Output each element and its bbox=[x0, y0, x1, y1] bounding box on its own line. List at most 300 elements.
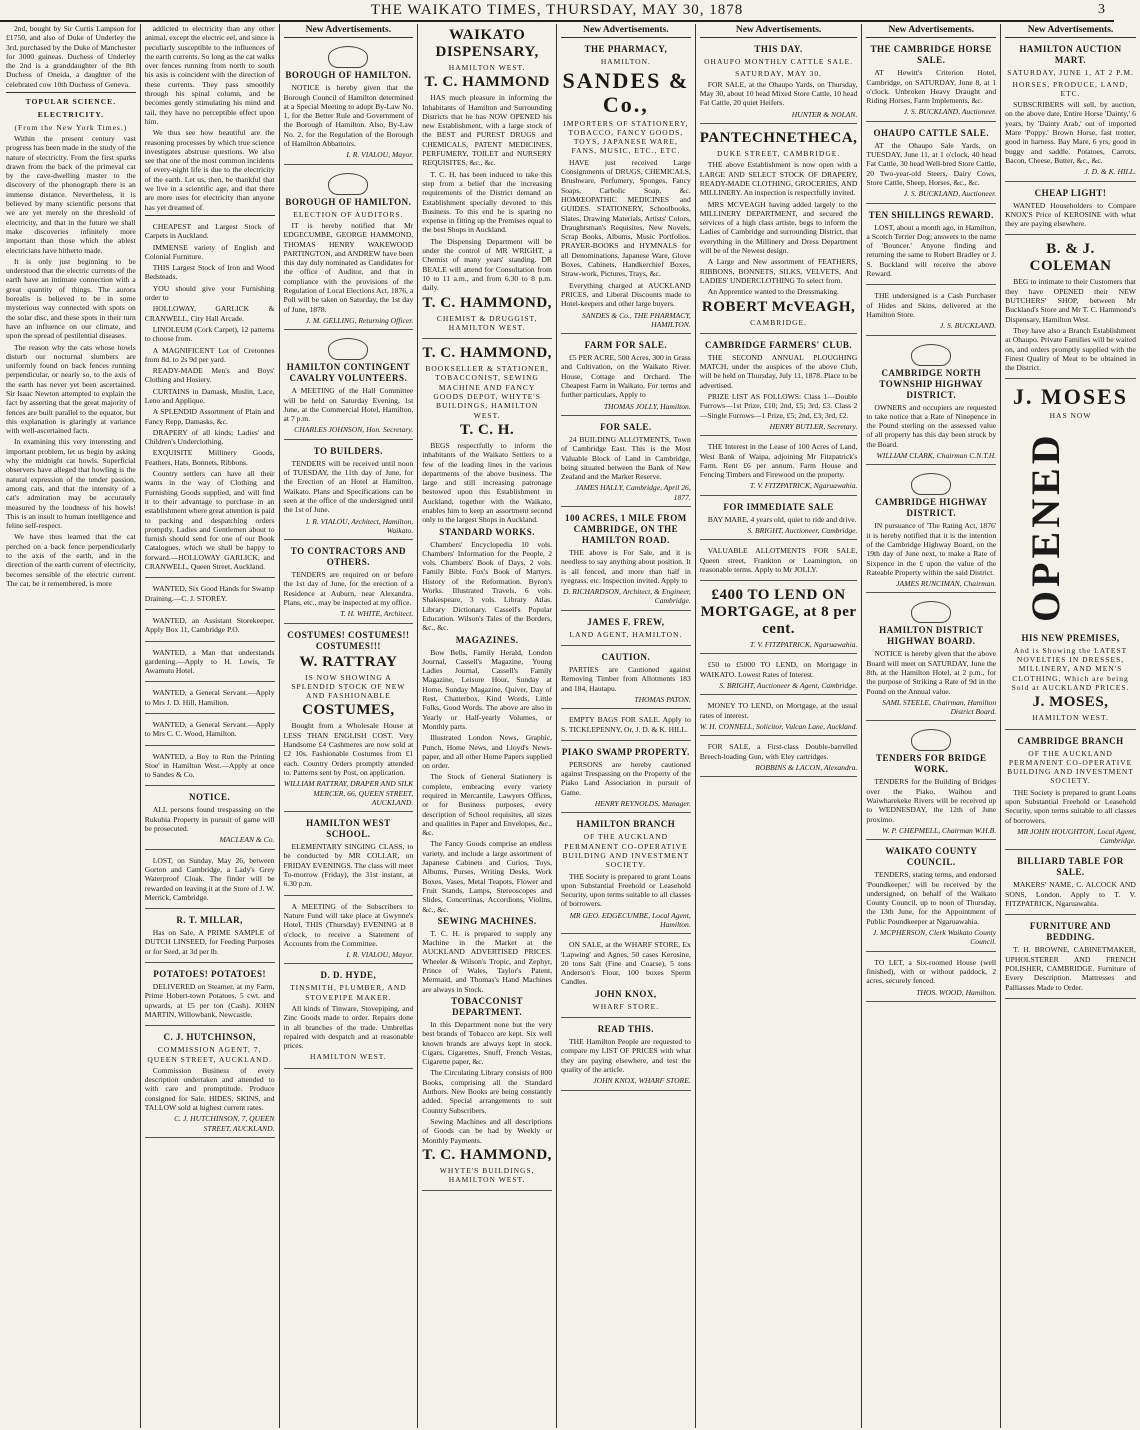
ad-text: THE Society is prepared to grant Loans upon Substantial Freehold or Leasehold Security, upon terms suitable to all classes of borrowers. bbox=[561, 871, 691, 909]
ad-section: SEWING MACHINES. bbox=[437, 915, 537, 926]
article-heading: ELECTRICITY. bbox=[37, 110, 105, 120]
ad-text: TO LET, a Six-roomed House (well finished), with or without paddock, 2 acres, securely fenced. bbox=[866, 957, 997, 986]
ad-text: T. C. H. has been induced to take this step from a belief that the increasing requirements of the District demand an Establishment specially devoted to this Business. To this end he is sparing no expense in fitting up the Premises equal to the best Shops in Auckland. bbox=[422, 169, 552, 235]
ad-text: HAS much pleasure in informing the Inhabitants of Hamilton and Surrounding Districts that he has NOW OPENED his new Establishment, with a large stock of the BEST and PUREST DRUGS and CHEMICALS, PATENT MEDICINES, PERFUMERY, TOILET and NURSERY REQUISITES, &c., &c. bbox=[422, 93, 552, 168]
ad-text: LOST, on Sunday, May 26, between Gorton and Cambridge, a Lady's Grey Waterproof Cloak. The finder will be rewarded on leaving it at the Store of J. W. Merrick, Cambridge. bbox=[144, 855, 275, 902]
ad-name: J. MOSES, bbox=[1032, 694, 1109, 711]
ad-title: TEN SHILLINGS REWARD. bbox=[868, 209, 994, 220]
ad-title: TO BUILDERS. bbox=[313, 445, 384, 456]
ad-wanted bbox=[145, 645, 275, 683]
ad-lost bbox=[145, 853, 275, 909]
ad-title: THE PHARMACY, bbox=[584, 44, 668, 55]
ad-text: An Apprentice wanted to the Dressmaking. bbox=[707, 287, 839, 297]
ad-text: WANTED, Six Good Hands for Swamp Draining.—C. J. STOREY. bbox=[144, 584, 275, 603]
ad-title: C. J. HUTCHINSON, bbox=[163, 1032, 256, 1043]
ad-notice bbox=[145, 789, 275, 849]
ad-signature: I. R. VIALOU, Mayor. bbox=[346, 150, 414, 160]
list-item: THIS Largest Stock of Iron and Wood Bedsteads. bbox=[144, 263, 275, 282]
ad-name: T. C. H. bbox=[460, 421, 515, 438]
list-item: CHEAPEST and Largest Stock of Carpets in Auckland. bbox=[144, 221, 275, 241]
ad-township bbox=[866, 339, 996, 466]
crest-icon bbox=[911, 473, 951, 495]
ad-text: TENDERS for the Building of Bridges over the Piako, Waihou and Waiwharekeke Rivers will be received up to WEDNESDAY, the 12th of June proximo. bbox=[866, 777, 997, 824]
ad-signature: CHARLES JOHNSON, Hon. Secretary. bbox=[294, 425, 414, 435]
crest-icon bbox=[911, 729, 951, 751]
ad-gun bbox=[700, 739, 858, 777]
ad-borough-bylaws bbox=[284, 41, 414, 164]
ad-signature: C. J. HUTCHINSON, 7, QUEEN STREET, AUCKLAND. bbox=[174, 1114, 275, 1133]
ad-text: T. C. H. is prepared to supply any Machine in the Market at the AUCKLAND ADVERTISED PRICES. Wheeler & Wilson's Tropic, and Zephyr, Prince of Wales, Taylor's Patent, Mermaid, and Thomas's Hand Machines are always in Stock. bbox=[422, 928, 552, 994]
ad-billiard bbox=[1005, 853, 1136, 915]
ad-signature: SAML STEELE, Chairman, Hamilton District Board. bbox=[882, 697, 997, 717]
ad-text: A MEETING of the Hall Committee will be held on Saturday Evening, 1st June, at the Commercial Hotel, Hamilton, at 7 p.m. bbox=[283, 386, 414, 424]
article-paragraph: In examining this very interesting and important problem, let us begin by asking why the midnight cat howls. Superficial observers have alleged that howling is the natural expression of the tender passion, among cats, and that the intensity of a cat's admiration may be accurately measured by the loudness of his howls! This is an insult to human intelligence and feline self-respect. bbox=[6, 437, 136, 531]
ad-section: TOBACCONIST DEPARTMENT. bbox=[451, 995, 524, 1017]
ad-title: PANTECHNETHECA, bbox=[699, 130, 858, 147]
ad-text: Illustrated London News, Graphic, Punch, Home News, and Lloyd's News-paper, and all other Home Papers supplied on order. bbox=[422, 733, 552, 771]
ad-text: WANTED, a Boy to Run the Printing Stoe' in Hamilton West.—Apply at once to Sandes & Co. bbox=[144, 751, 275, 780]
ad-date: SATURDAY, MAY 30. bbox=[735, 68, 823, 78]
ad-signature: WILLIAM CLARK, Chairman C.N.T.H. bbox=[876, 451, 997, 461]
ad-frew bbox=[561, 614, 691, 646]
ad-text: NOTICE is hereby given that the Borough Council of Hamilton determined at a Special Meeting to adopt By-Law No. 1, for the Better Rule and Government of the Borough of Hamilton. Also, By-Law No. 2, for the Regulation of the Borough of Hamilton Abbattoirs. bbox=[283, 83, 414, 149]
ad-text: MRS MCVEAGH having added largely to the MILLINERY DEPARTMENT, and secured the services of a high class artiste, begs to inform the Ladies of Cambridge and surrounding District, that everything in the Millinery and Dress Department will be of the Newest design. bbox=[699, 199, 858, 256]
ad-title: NOTICE. bbox=[188, 792, 231, 803]
ad-subtitle: HAMILTON. bbox=[600, 57, 651, 67]
ad-title: FOR IMMEDIATE SALE bbox=[723, 501, 834, 512]
ad-subtitle: CHEMIST & DRUGGIST, HAMILTON WEST. bbox=[436, 313, 538, 332]
ad-name: JOHN KNOX, bbox=[595, 988, 657, 999]
column-heading: New Advertisements. bbox=[561, 24, 691, 38]
ad-pantechnetheca bbox=[700, 127, 858, 334]
ad-signature: W. P. CHEPMELL, Chairman W.H.B. bbox=[882, 825, 997, 835]
ad-text: THE above is For Sale, and it is needless to say anything about position. It is all fenced, and more than half in ryegrass, etc. Inspection invited. Apply to bbox=[561, 547, 691, 585]
ad-allotments bbox=[561, 419, 691, 507]
ad-signature: HENRY BUTLER, Secretary. bbox=[769, 421, 858, 431]
ad-meeting bbox=[284, 899, 414, 965]
ad-name: T. C. HAMMOND, bbox=[422, 1146, 552, 1163]
ad-signature: S. BRIGHT, Auctioneer, Cambridge. bbox=[747, 525, 858, 535]
ad-text: The Dispensing Department will be under the control of MR WRIGHT, a Chemist of many years' standing. DR BEALE will attend for Consultation from 10 to 11 a.m., and from 6.30 to 8 p.m. daily. bbox=[422, 236, 552, 293]
ad-headline: HIS NEW PREMISES, bbox=[1021, 632, 1120, 643]
ad-rattray bbox=[284, 627, 414, 813]
ad-text: The Stock of General Stationery is complete, embracing every variety required in Mercantile, Lawyers Offices, or for Business purposes, every description of School requisites, all sizes and qualities in Paper and Envelopes, &c., &c. bbox=[422, 772, 552, 838]
divider bbox=[145, 215, 275, 216]
article-paragraph: It is only just beginning to be understood that the electric currents of the earth have an intimate connection with a great quantity of things. The aurora borealis is believed to be in some mysterious way connected with spots on the solar disc, and these spots in their turn have an influence on our climate, and upon the spread of pestilential diseases. bbox=[6, 256, 136, 341]
ad-subtitle: OF THE AUCKLAND PERMANENT CO-OPERATIVE BUILDING AND INVESTMENT SOCIETY. bbox=[562, 832, 690, 870]
ad-subtitle: OHAUPO MONTHLY CATTLE SALE. bbox=[704, 57, 854, 67]
ad-contractors bbox=[284, 543, 414, 623]
ad-text: WANTED Householders to Compare KNOX'S Price of KEROSINE with what they are paying elsewhere. bbox=[1005, 200, 1136, 229]
ad-title: OHAUPO CATTLE SALE. bbox=[873, 127, 990, 138]
ad-text: Everything charged at AUCKLAND PRICES, and Liberal Discounts made to Hotel-keepers and other large buyers. bbox=[561, 280, 691, 309]
ad-text: IT is hereby notified that Mr EDGECUMBE, GEORGE HAMMOND, THOMAS HENRY WAKEWOOD PARTINGTON, and ANDREW have been this day duly nominated as Candidates for the office of Auditor, and that in compliance with the provisions of the Regulation of Local Elections Act, 1876, a Poll will be taken on Saturday, the 1st day of June, 1878. bbox=[283, 220, 414, 314]
ad-bags bbox=[561, 712, 691, 741]
ad-subtitle: TINSMITH, PLUMBER, AND STOVEPIPE MAKER. bbox=[290, 983, 407, 1002]
ad-title: 100 ACRES, 1 MILE FROM CAMBRIDGE, ON THE HAMILTON ROAD. bbox=[564, 512, 687, 545]
ad-title: JAMES F. FREW, bbox=[587, 616, 665, 627]
ad-potatoes bbox=[145, 966, 275, 1026]
crest-icon bbox=[328, 338, 368, 360]
list-item: A MAGNIFICENT Lot of Cretonnes from 8d. to 2s 9d per yard. bbox=[144, 345, 275, 364]
ad-text: Bow Bells, Family Herald, London Journal, Cassell's Magazine, Young Ladies Journal, Cassell's Family Magazine, Leisure Hour, Sunday at Home, Sunday Magazine, Quiver, Day of Rest, Chatterbox, Kind Words, Little Folks, Good Words. The above are also in Yearly or Half-yearly Volumes, or Monthly parts. bbox=[422, 647, 552, 731]
ad-subtitle: IMPORTERS OF STATIONERY, TOBACCO, FANCY GOODS, TOYS, JAPANESE WARE, FANS, MUSIC, ETC., ETC. bbox=[563, 118, 689, 156]
ad-wanted bbox=[145, 581, 275, 610]
ad-signature: THOMAS PATON. bbox=[634, 694, 691, 704]
ad-money bbox=[700, 698, 858, 736]
ad-hides bbox=[866, 288, 996, 335]
ad-cavalry bbox=[284, 333, 414, 439]
article-paragraph: Within the present century vast progress has been made in the study of the nature of electricity. From the first sparks drawn from the back of the primeval cat by the cave-dwelling master to the discovery of the phonograph there is an immense distance. Nevertheless, it is believed by many scientific persons that we are yet merely on the threshold of electricity, and that in the future we shall make discoveries infinitely more important than those which the ablest electricians have hitherto made. bbox=[6, 133, 136, 255]
column-8 bbox=[1001, 24, 1140, 1428]
ad-section: STANDARD WORKS. bbox=[439, 526, 535, 537]
ad-bookseller bbox=[422, 342, 552, 1191]
ad-signature: W. H. CONNELL, Solicitor, Vulcan Lane, Auckland. bbox=[699, 721, 858, 731]
ad-signature: THOS. WOOD, Hamilton. bbox=[916, 987, 997, 997]
crest-icon bbox=[328, 46, 368, 68]
ad-cattle-sale bbox=[700, 41, 858, 124]
masthead bbox=[0, 0, 1114, 22]
ad-signature: HUNTER & NOLAN. bbox=[791, 109, 858, 119]
ad-read-this bbox=[561, 1021, 691, 1090]
ad-cambridge-branch bbox=[1005, 733, 1136, 851]
ad-text: MAKERS' NAME, C. ALCOCK AND SONS, London. Apply to T. V. FITZPATRICK, Ngaruawahia. bbox=[1005, 880, 1136, 909]
article-paragraph: We have thus learned that the cat perched on a back fence perpendicularly to the axis of the earth, and in the direction of the earth current of electricity, becomes sensible of the electric current. The cat, be it remembered, is more bbox=[6, 532, 136, 588]
ad-text: WANTED, a Man that understands gardening.—Apply to H. Lewis, Te Awamutu Hotel. bbox=[144, 647, 275, 676]
ad-title: HAMILTON WEST SCHOOL. bbox=[306, 818, 391, 840]
ad-subtitle: CAMBRIDGE. bbox=[750, 317, 808, 327]
ad-signature: JOHN KNOX, WHARF STORE. bbox=[593, 1076, 691, 1086]
ad-text: AT the Ohaupo Sale Yards, on TUESDAY, June 11, at 1 o'clock, 40 head Fat Cattle, 30 head Well-bred Store Cattle, 20 Two-year-old Steers, Dairy Cows, Store Cattle, Sheep, Horses, &c., &c. bbox=[866, 140, 997, 187]
ad-reward bbox=[866, 207, 996, 286]
column-heading: New Advertisements. bbox=[284, 24, 414, 38]
ad-subtitle: HORSES, PRODUCE, LAND, ETC. bbox=[1012, 79, 1129, 98]
ad-text: Country settlers can have all their wants in the way of Clothing and Furnishing Goods supplied, and will find it to their advantage to purchase in an establishment where great attention is paid to packing and despatching orders promptly. Ladies and Gentlemen about to furnish should send for one of our Book Catalogues, which we shall be happy to forward.—HOLLOWAY GARLICK, and CRANWELL, Queen Street, Auckland. bbox=[144, 469, 275, 572]
ad-title: FARM FOR SALE. bbox=[584, 340, 668, 351]
ad-title: COSTUMES! COSTUMES!! COSTUMES!!! bbox=[287, 629, 410, 651]
ad-furniture bbox=[1005, 918, 1136, 998]
ad-text: THE undersigned is a Cash Purchaser of Hides and Skins, delivered at the Hamilton Store. bbox=[866, 291, 997, 319]
ad-text: ALL persons found trespassing on the Rukuhia Property in pursuit of game will be prosecuted. bbox=[144, 805, 275, 834]
ad-text: £50 to £5000 TO LEND, on Mortgage in WAIKATO. Lowest Rates of Interest. bbox=[699, 660, 858, 679]
ad-text: PARTIES are Cautioned against Removing Timber from Allotments 183 and 184, Hautapu. bbox=[561, 665, 691, 693]
ad-wanted bbox=[145, 685, 275, 714]
column-2 bbox=[141, 24, 280, 1428]
ad-title: CAMBRIDGE NORTH TOWNSHIP HIGHWAY DISTRICT. bbox=[879, 367, 984, 400]
ad-signature: I. R. VIALOU, Mayor. bbox=[346, 950, 414, 960]
list-item: A SPLENDID Assortment of Plain and Fancy Repp, Damasks, &c. bbox=[144, 407, 275, 426]
ad-cheap-light bbox=[1005, 185, 1136, 236]
ad-cambridge-highway bbox=[866, 468, 996, 593]
ad-to-let bbox=[866, 955, 996, 1002]
column-3 bbox=[280, 24, 419, 1428]
ad-farm bbox=[561, 337, 691, 416]
ad-auction-mart bbox=[1005, 41, 1136, 181]
ad-text: TENDERS, stating terms, and endorsed 'Poundkeeper,' will be received by the undersigned, on behalf of the Waikato County Council, up to noon of Thursday, the 13th June, for the Appointment of Public Poundkeeper at Ngaruawahia. bbox=[866, 870, 997, 926]
article-source: (From the New York Times.) bbox=[14, 122, 128, 132]
list-item: IMMENSE variety of English and Colonial Furniture. bbox=[144, 242, 275, 261]
ad-hamilton-highway bbox=[866, 596, 996, 721]
ad-text: The Circulating Library consists of 800 Books, comprising all the Standard Authors. New Books are being constantly added. Special arrangements to suit Country Subscribers. bbox=[422, 1068, 552, 1115]
ad-title: CAUTION. bbox=[601, 652, 651, 663]
opened-banner: OPENED bbox=[1022, 431, 1068, 623]
ad-text: DELIVERED on Steamer, at my Farm, Prime Hobert-town Potatoes, 5 cwt. and upwards, at £5 per ton (Cash). JOHN MARTIN, Willowbank, Newcastle. bbox=[144, 982, 275, 1019]
ad-millar bbox=[145, 912, 275, 963]
crest-icon bbox=[328, 173, 368, 195]
ad-subtitle: LAND AGENT, HAMILTON. bbox=[569, 629, 683, 639]
ad-footer: WHYTE'S BUILDINGS, HAMILTON WEST. bbox=[439, 1165, 535, 1185]
ad-title: HAMILTON DISTRICT HIGHWAY BOARD. bbox=[879, 625, 984, 647]
ad-text: PERSONS are hereby cautioned against Trespassing on the Property of the Piako Land Association in pursuit of Game. bbox=[561, 759, 691, 797]
ad-title: BOROUGH OF HAMILTON. bbox=[285, 70, 412, 81]
ad-subtitle: HAMILTON WEST. bbox=[448, 63, 526, 72]
ad-text: NOTICE is hereby given that the above Board will meet on SATURDAY, June the 8th, at the Hamilton Hotel, at 2 p.m., for the purpose of Striking a Rate of 9d in the Pound on the Annual value. bbox=[866, 649, 997, 696]
ad-text: VALUABLE ALLOTMENTS FOR SALE, Queen street, Frankton or Leamington, on reasonable terms. Apply to Mr JOLLY. bbox=[699, 546, 858, 574]
ad-wanted bbox=[145, 613, 275, 642]
ad-text: And is Showing the LATEST NOVELTIES IN DRESSES, MILLINERY, AND MEN'S CLOTHING, Which are being Sold at AUCKLAND PRICES. bbox=[1011, 645, 1130, 692]
column-7 bbox=[862, 24, 1001, 1428]
ad-hyde bbox=[284, 967, 414, 1068]
ad-text: EMPTY BAGS FOR SALE. Apply to S. TICKLEPENNY, Or, J. D. & K. HILL. bbox=[561, 715, 691, 734]
ad-text: T. H. BROWNE, CABINETMAKER, UPHOLSTERER AND FRENCH POLISHER, CAMBRIDGE. Furniture of Every Description. Mattresses and Palliasses Made to Order. bbox=[1005, 945, 1136, 992]
ad-immediate-sale bbox=[700, 499, 858, 541]
ad-signature: D. RICHARDSON, Architect, & Engineer, Cambridge. bbox=[562, 587, 691, 606]
ad-text: THE Society is prepared to grant Loans upon Substantial Freehold or Leasehold Security, upon terms suitable to all classes of borrowers. bbox=[1005, 787, 1136, 825]
ad-bridge bbox=[866, 724, 996, 840]
ad-title: FOR SALE. bbox=[600, 421, 652, 432]
ad-text: BAY MARE, 4 years old, quiet to ride and drive. bbox=[707, 514, 857, 524]
ad-section: MAGAZINES. bbox=[455, 634, 519, 645]
ad-title: WAIKATO COUNTY COUNCIL. bbox=[885, 846, 978, 868]
columns bbox=[2, 24, 1136, 1428]
ad-signature: J. S. BUCKLAND. bbox=[939, 321, 997, 331]
ad-title: TENDERS FOR BRIDGE WORK. bbox=[876, 753, 987, 775]
ad-signature: MR GEO. EDGECUMBE, Local Agent, Hamilton. bbox=[569, 910, 691, 929]
ad-list bbox=[145, 222, 275, 571]
ad-text: Commission Business of every description undertaken and attended to with care and promptitude. Produce consigned for Sale. HIDES, SKINS, and TALLOW sold at highest current rates. bbox=[144, 1065, 275, 1113]
ad-signature: SANDES & Co., THE PHARMACY, HAMILTON. bbox=[581, 310, 691, 329]
ad-text: ON SALE, at the WHARF STORE, Ex 'Lapwing' and Agnes, 50 cases Kerosine, 20 tons Salt (Fine and Coarse), 5 tons Anderson's Flour, 100 boxes Sperm Candles. bbox=[561, 940, 691, 987]
ad-name: ROBERT McVEAGH, bbox=[701, 298, 856, 315]
column-1 bbox=[2, 24, 141, 1428]
ad-signature: JAMES RUNCIMAN, Chairman. bbox=[896, 579, 997, 589]
ad-ohaupo bbox=[866, 125, 996, 204]
ad-text: In this Department none but the very best brands of Tobacco are kept. Six well known brands are always kept in stock. Cigars, Cigarettes, Snuff, French Vestas, Cigarette paper, &c. bbox=[422, 1019, 552, 1067]
ad-signature: S. BRIGHT, Auctioneer & Agent, Cambridge. bbox=[719, 681, 858, 691]
ad-hutchinson bbox=[145, 1029, 275, 1138]
ad-text: Bought from a Wholesale House at LESS THAN ENGLISH COST. Very Handsome £4 Cashmeres are now sold at £2 10s. Fashionable Costumes from £1 each. Country Orders promptly attended to. Patterns sent by Post, on application. bbox=[283, 721, 414, 777]
column-5 bbox=[557, 24, 696, 1428]
ad-title: POTATOES! POTATOES! bbox=[153, 969, 267, 980]
column-4 bbox=[418, 24, 557, 1428]
ad-coleman bbox=[1005, 238, 1136, 379]
ad-text: TENDERS are required on or before the 1st day of June, for the erection of a Residence at Auburn, near Alexandra. Plans, etc., may be inspected at my office. bbox=[283, 570, 414, 607]
ad-title: CHEAP LIGHT! bbox=[1034, 187, 1107, 198]
article-paragraph: The reason why the cats whose howls disturb our nocturnal slumbers are uniformly found on back fences running perpendicular, or nearly so, to the axis of the earth has never yet been ascertained. Sir Isaac Newton attempted to explain the fact by asserting that the great majority of fences are built parallel to the equator, but this explanation is glaringly at variance with well-ascertained facts. bbox=[6, 342, 136, 436]
ad-title: TO CONTRACTORS AND OTHERS. bbox=[290, 546, 406, 568]
ad-text: MONEY TO LEND, on Mortgage, at the usual rates of interest. bbox=[699, 701, 858, 720]
ad-title: CAMBRIDGE HIGHWAY DISTRICT. bbox=[875, 497, 988, 519]
masthead-title: THE WAIKATO TIMES, THURSDAY, MAY 30, 1878 bbox=[370, 2, 744, 18]
crest-icon bbox=[911, 344, 951, 366]
ad-text: THE above Establishment is now open with a LARGE AND SELECT STOCK OF DRAPERY, READY-MADE CLOTHING, GROCERIES, AND MILLINERY. An inspection is respectfully invited. bbox=[699, 160, 858, 198]
column-heading: New Advertisements. bbox=[700, 24, 858, 38]
ad-subtitle: OF THE AUCKLAND PERMANENT CO-OPERATIVE BUILDING AND INVESTMENT SOCIETY. bbox=[1007, 748, 1134, 786]
ad-name: SANDES & Co., bbox=[562, 67, 690, 117]
article-paragraph: addicted to electricity than any other animal, except the electric eel, and since is peculiarly susceptible to the influences of the earth currents. So long as the cat walks over fences running from north to south his axis is coincident with the direction of these currents. They pass smoothly through his spinal column, and he becomes gently stimulating his mind and tail, they have no perceptible effect upon him. bbox=[144, 24, 275, 126]
ad-school bbox=[284, 815, 414, 895]
list-item: READY-MADE Men's and Boys' Clothing and Hosiery. bbox=[144, 366, 275, 385]
ad-wharf bbox=[561, 937, 691, 1018]
ad-title: THIS DAY. bbox=[754, 44, 803, 55]
ad-text: TENDERS will be received until noon of TUESDAY, the 11th day of June, for the Erection of an Hotel at Hamilton, Waikato. Plans and Specifications can be seen at the office of the undersigned until the 1st of June. bbox=[283, 458, 414, 515]
list-item: YOU should give your Furnishing order to bbox=[144, 283, 275, 303]
ad-text: THE SECOND ANNUAL PLOUGHING MATCH, under the auspices of the above Club, will be held on Thursday, July 11, 1878. Place to be advertised. bbox=[699, 352, 858, 390]
ad-signature: JAMES HALLY, Cambridge, April 26, 1877. bbox=[575, 483, 691, 502]
section-heading: TOPULAR SCIENCE. bbox=[25, 97, 117, 107]
ad-text: Chambers' Encyclopedia 10 vols. Chambers' Information for the People, 2 vols. Chambers' Book of Days, 2 vols. Family Bible. Fox's Book of Martyrs. History of the Reformation. Byron's Works. Illustrated Travels, 6 vols. Shakespeare, 3 vols. Library Atlas. Library Dictionary. Cassell's Popular Education. Wilson's Tales of the Borders, &c., &c. bbox=[422, 539, 552, 633]
ad-signature: J. D. & K. HILL. bbox=[1084, 167, 1136, 177]
ad-wanted bbox=[145, 717, 275, 746]
ad-caution bbox=[561, 649, 691, 709]
ad-horse-sale bbox=[866, 41, 996, 121]
ad-signature: J. MCPHERSON, Clerk Waikato County Council. bbox=[872, 928, 997, 947]
ad-subtitle: COMMISSION AGENT, 7, QUEEN STREET, AUCKLAND. bbox=[147, 1045, 272, 1064]
ad-text: THE Hamilton People are requested to compare my LIST OF PRICES with what they are paying elsewhere, and test the quality of the article. bbox=[561, 1037, 691, 1074]
ad-signature: ROBBINS & LACON, Alexandra. bbox=[755, 762, 858, 772]
list-item: HOLLOWAY, GARLICK & CRANWELL, City Hall Arcade. bbox=[144, 304, 275, 323]
ad-title: HAMILTON CONTINGENT CAVALRY VOLUNTEERS. bbox=[286, 362, 411, 384]
ad-signature: THOMAS JOLLY, Hamilton. bbox=[603, 401, 691, 411]
ad-text: OWNERS and occupiers are requested to take notice that a Rate of Ninepence in the Pound sterling on the assessed value of all property has this day been struck by the Board. bbox=[866, 402, 997, 449]
ad-title: HAMILTON BRANCH bbox=[576, 819, 676, 830]
ad-text: They have also a Branch Establishment at Ohaupo. Private Families will be waited on, and orders promptly supplied with the Finest Quality of Meat to be obtained in the District. bbox=[1005, 325, 1136, 373]
ad-borough-auditors bbox=[284, 168, 414, 331]
ad-title: CAMBRIDGE BRANCH bbox=[1017, 735, 1124, 746]
crest-icon bbox=[911, 601, 951, 623]
ad-title: HAMILTON AUCTION MART. bbox=[1019, 44, 1122, 66]
ad-text: A Large and New assortment of FEATHERS, RIBBONS, BONNETS, SILKS, VELVETS, And LADIES' UNDERCLOTHING To select from. bbox=[699, 257, 858, 285]
ad-title: D. D. HYDE, bbox=[320, 970, 377, 981]
ad-title: PIAKO SWAMP PROPERTY. bbox=[561, 746, 690, 757]
ad-text: A MEETING of the Subscribers to Nature Fund will take place at Gwynne's Hotel, THIS (Thursday) EVENING at 8 o'clock, to receive a Statement of Accounts from the Committee. bbox=[283, 901, 414, 948]
ad-title: WAIKATO DISPENSARY, bbox=[435, 27, 539, 60]
ad-text: FOR SALE, a First-class Double-barrelled Breech-loading Gun, with Eley cartridges. bbox=[699, 742, 858, 761]
ad-farmers-club bbox=[700, 337, 858, 436]
ad-text: ELEMENTARY SINGING CLASS, to be conducted by MR COLLAR, on FRIDAY EVENINGS. The class will meet To-morrow (Friday), the 31st instant, at 6.30 p.m. bbox=[283, 842, 414, 889]
article-paragraph: We thus see how beautiful are the reasoning processes by which true science investigates abstruse questions. We also see that one of the most common incidents of every-night life is due to the electricity of the earth. Let us, then, be thankful that we live in a scientific age, and that there are more uses for electricity than anyone has yet dreamed of. bbox=[144, 128, 275, 212]
ad-text: 24 BUILDING ALLOTMENTS, Town of Cambridge East. This is the Most Valuable Block of Land in Cambridge, being situated between the Bank of New Zealand and the Market Reserve. bbox=[561, 434, 691, 482]
ad-text: PRIZE LIST AS FOLLOWS: Class 1—Double Furrows—1st Prize, £10; 2nd, £5; 3rd, £3. Class 2—Single Furrows—1 Prize, £5; 2nd, £3; 3rd, £2. bbox=[699, 392, 858, 420]
ad-text: LOST, about a month ago, in Hamilton, a Scotch Terrier Dog; answers to the name of 'Bouncer.' Anyone finding and returning the same to Robert Bradley or J. S. Buckland will receive the above Reward. bbox=[866, 222, 997, 279]
ad-lend-2 bbox=[700, 657, 858, 695]
ad-lease bbox=[700, 439, 858, 495]
ad-building-society bbox=[561, 816, 691, 934]
ad-text: IN pursuance of 'The Rating Act, 1876' it is hereby notified that it is the intention of the Cambridge Highway Board, on the 19th day of June next, to make a Rate of Sixpence in the £ upon the value of the Rateable Property within the said District. bbox=[866, 521, 997, 577]
ad-signature: I. R. VIALOU, Architect, Hamilton, Waikato. bbox=[305, 516, 414, 535]
ad-text: £5 PER ACRE, 500 Acres, 300 in Grass and Cultivation, on the Waikato River. House, Cottage and Orchard. The Cheapest Farm in Waikato. For terms and further particulars, Apply to bbox=[561, 353, 691, 400]
ad-title: BOROUGH OF HAMILTON. bbox=[285, 196, 412, 207]
ad-title: FURNITURE AND BEDDING. bbox=[1029, 921, 1112, 943]
ad-dispensary bbox=[422, 24, 552, 339]
ad-pharmacy bbox=[561, 41, 691, 334]
ad-piako bbox=[561, 744, 691, 813]
ad-signature: J. M. GELLING, Returning Officer. bbox=[305, 315, 414, 325]
ad-text: WANTED, an Assistant Storekeeper. Apply Box 11, Cambridge P.O. bbox=[144, 615, 275, 635]
ad-subtitle: ELECTION OF AUDITORS. bbox=[293, 209, 404, 219]
ad-date: SATURDAY, JUNE 1, AT 2 P.M. bbox=[1007, 68, 1134, 78]
ad-text: HAVE just received Large Consignments of DRUGS, CHEMICALS, Brushware, Perfumery, Sponges, Fancy Soaps, Carbolic Soap, &c. HOMŒOPATHIC MEDICINES and GUIDES. STATIONERY, Schoolbooks, Slates, Drawing Materials, Artists' Colors, Draughtsman's Requisites, New Novels, Scrap Books, Albums, Music Portfolios. PRAYER-BOOKS and HYMNALS for all Denominations. Japanese Ware, Glove Boxes, Cabinets, Handkerchief Boxes, Straw-work, Pictures, Trays, &c. bbox=[561, 157, 691, 279]
ad-title: R. T. MILLAR, bbox=[176, 915, 243, 926]
ad-name: W. RATTRAY bbox=[299, 653, 398, 670]
ad-title: T. C. HAMMOND, bbox=[422, 345, 552, 362]
column-heading: New Advertisements. bbox=[866, 24, 996, 38]
ad-signature: T. H. WHITE, Architect. bbox=[340, 609, 414, 619]
ad-text: AT Hewitt's Criterion Hotel, Cambridge, on SATURDAY, June 8, at 1 o'clock. Unbroken Heavy Draught and Riding Horses, Farm Implements, &c. bbox=[866, 68, 997, 106]
ad-allotments bbox=[700, 543, 858, 581]
ad-subtitle: DUKE STREET, CAMBRIDGE. bbox=[716, 149, 841, 159]
ad-title: THE CAMBRIDGE HORSE SALE. bbox=[870, 44, 993, 66]
ad-title: BILLIARD TABLE FOR SALE. bbox=[1017, 856, 1124, 878]
ad-footer: HAMILTON WEST. bbox=[310, 1052, 387, 1062]
ad-signature: HENRY REYNOLDS, Manager. bbox=[594, 799, 691, 809]
ad-text: SUBSCRIBERS will sell, by auction, on the above date, Entire Horse 'Dainty,' 6 years, by 'Dainty Arab,' out of imported Mare 'Poppy.' Brown Horse, fast trotter, good in harness. Bay Mare, 6 yrs, good in buggy and saddle. Potatoes, Carrots, Bacon, Cheese, Butter, &c., &c. bbox=[1005, 100, 1136, 165]
ad-subtitle: WHARF STORE. bbox=[592, 1001, 660, 1011]
ad-lend bbox=[700, 584, 858, 654]
ad-text: All kinds of Tinware, Stovepiping, and Zinc Goods made to order. Repairs done in all branches of the trade. Umbrellas repaired with despatch and at reasonable prices. bbox=[283, 1004, 414, 1051]
ad-title: READ THIS. bbox=[597, 1024, 655, 1035]
ad-builders bbox=[284, 443, 414, 540]
ad-acres bbox=[561, 510, 691, 611]
ad-title: J. MOSES bbox=[1013, 384, 1129, 410]
divider bbox=[6, 92, 136, 93]
ad-title: £400 TO LEND ON MORTGAGE, at 8 per cent. bbox=[700, 587, 857, 638]
ad-text: Has on Sale, A PRIME SAMPLE of DUTCH LINSEED, for Feeding Purposes or for Seed, at 3d per lb. bbox=[144, 928, 275, 956]
list-item: EXQUISITE Millinery Goods, Feathers, Hats, Bonnets, Ribbons. bbox=[144, 448, 275, 467]
ad-wanted bbox=[145, 749, 275, 787]
ad-text: BEGS respectfully to inform the inhabitants of the Waikato Settlers to a few of the leading lines in the various departments of the above business. The large and still increasing patronage bestowed upon this Establishment in Auckland, together with the Waikato, enables him to keep an assortment second only to the largest Shops in Auckland. bbox=[422, 440, 552, 525]
ad-signature: J. S. BUCKLAND, Auctioneer. bbox=[903, 189, 997, 199]
ad-signature: WILLIAM RATTRAY, DRAPER AND SILK MERCER, 66, QUEEN STREET, AUCKLAND. bbox=[283, 779, 414, 807]
ad-headline: COSTUMES, bbox=[302, 702, 395, 719]
column-heading: New Advertisements. bbox=[1005, 24, 1136, 38]
ad-footer: HAMILTON WEST. bbox=[1032, 713, 1109, 723]
ad-subtitle: HAS NOW bbox=[1049, 411, 1092, 421]
column-6 bbox=[696, 24, 863, 1428]
ad-text: Sewing Machines and all descriptions of Goods can be had by Weekly or Monthly Payments. bbox=[422, 1116, 552, 1145]
ad-text: BEG to intimate to their Customers that they have OPENED their NEW BUTCHERS' SHOP, between Mr Buckland's Store and Mr T. C. Hammond's Dispensary, Hamilton West. bbox=[1005, 277, 1136, 324]
ad-signature: J. S. BUCKLAND, Auctioneer. bbox=[903, 107, 997, 117]
ad-text: WANTED, a General Servant.—Apply to Mrs J. D. Hill, Hamilton. bbox=[144, 688, 275, 707]
ad-signature: T. V. FITZPATRICK, Ngaruawahia. bbox=[749, 481, 858, 491]
page-number: 3 bbox=[1098, 2, 1106, 17]
list-item: CURTAINS in Damask, Muslin, Lace, Leno and Applique. bbox=[144, 386, 275, 405]
ad-name: T. C. HAMMOND, bbox=[422, 294, 552, 311]
ad-moses bbox=[1005, 382, 1136, 729]
ad-subtitle: IS NOW SHOWING A SPLENDID STOCK OF NEW AND FASHIONABLE bbox=[291, 672, 406, 701]
ad-text: THE Interest in the Lease of 100 Acres of Land, West Bank of Waipa, adjoining Mr Fitzpatrick's Farm. Rent £6 per annum. Farm House and Fencing Timbers and Firewood on the property. bbox=[699, 442, 858, 480]
ad-signature: MACLEAN & Co. bbox=[219, 835, 275, 845]
ad-signature: MR JOHN HOUGHTON, Local Agent, Cambridge. bbox=[1017, 826, 1136, 846]
ad-name: T. C. HAMMOND bbox=[424, 74, 550, 91]
ad-subtitle: BOOKSELLER & STATIONER, TOBACCONIST, SEWING MACHINE AND FANCY GOODS DEPOT, WHYTE'S BUILDINGS, HAMILTON WEST. bbox=[425, 364, 549, 420]
ad-signature: T. V. FITZPATRICK, Ngaruawahia. bbox=[749, 640, 858, 650]
list-item: LINOLEUM (Cork Carpet), 12 patterns to choose from. bbox=[144, 324, 275, 344]
ad-holloway bbox=[145, 219, 275, 578]
article-lead: 2nd, bought by Sir Curtis Lampson for £1750, and also of Duke of Underley the 3rd, purchased by the Duke of Manchester for 3000 guineas. Duchess of Underley the 2nd is a granddaughter of the 8th Duchess of Oneida, a daughter of the celebrated cow 10th Duchess of Geneva. bbox=[6, 24, 136, 89]
ad-text: WANTED, a General Servant.—Apply to Mrs C. C. Wood, Hamilton. bbox=[144, 720, 275, 739]
ad-title: CAMBRIDGE FARMERS' CLUB. bbox=[705, 339, 853, 350]
